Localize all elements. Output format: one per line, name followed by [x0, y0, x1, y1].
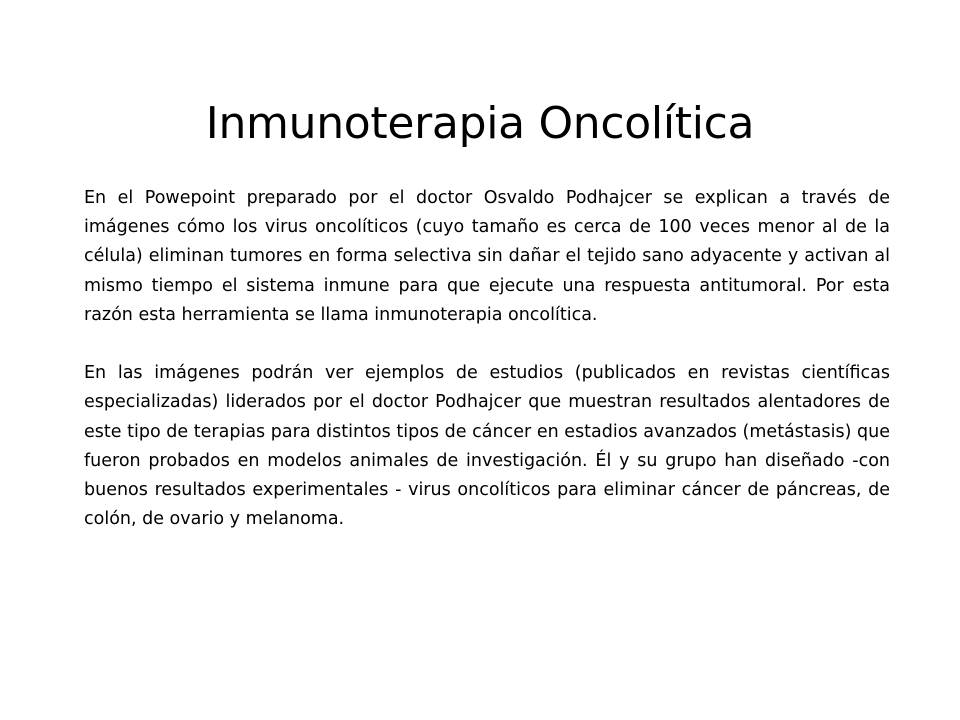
body-paragraph-1: En el Powepoint preparado por el doctor Osvaldo Podhajcer se explican a través de imágenes cómo los virus oncolíticos (cuyo tamaño es cerca de 100 veces menor al de la célula) eliminan tumores en forma selectiva sin dañar el tejido sano adyacente y activan al mismo tiempo el sistema inmune para que ejecute una respuesta antitumoral. Por esta razón esta herramienta se llama inmunoterapia oncolítica. — [84, 188, 890, 325]
body-paragraph-2: En las imágenes podrán ver ejemplos de estudios (publicados en revistas científicas especializadas) liderados por el doctor Podhajcer que muestran resultados alentadores de este tipo de terapias para distintos tipos de cáncer en estadios avanzados (metástasis) que fueron probados en modelos animales de investigación. Él y su grupo han diseñado -con buenos resultados experimentales - virus oncolíticos para eliminar cáncer de páncreas, de colón, de ovario y melanoma. — [84, 363, 890, 530]
slide-title: Inmunoterapia Oncolítica — [205, 98, 755, 149]
slide-body — [84, 184, 890, 534]
